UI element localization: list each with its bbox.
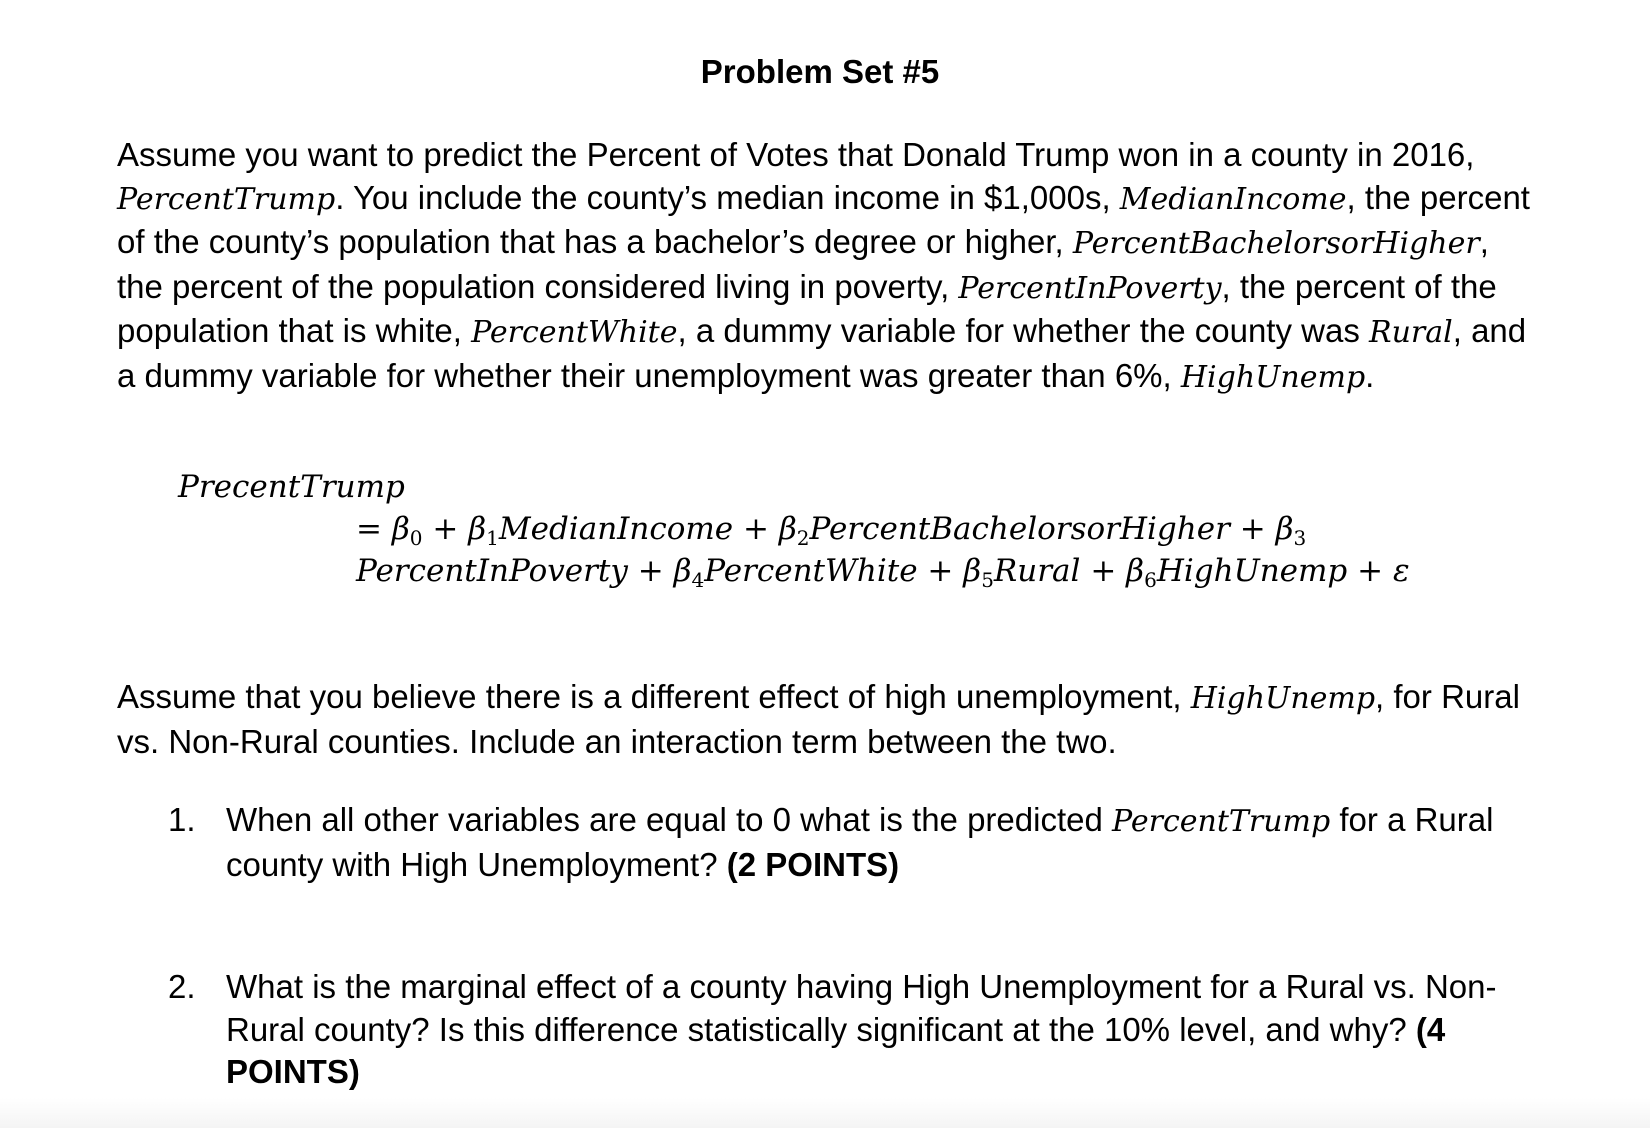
var-percent-bachelors: PercentBachelorsorHigher [1072,226,1480,261]
intro-text-7: , and a dummy variable for whether their unemployment was greater than 6%, [117,312,1527,394]
beta-symbol: β [391,511,410,547]
intro-text-6: , a dummy variable for whether the county was [677,312,1369,349]
intro-text-5: , the percent of the population that is white, [117,267,1497,349]
question-2 [168,966,1568,1094]
beta-symbol: β [1126,553,1145,589]
beta-subscript: 4 [691,568,705,592]
eq-var-median-income: MedianIncome [498,511,734,547]
plus-sign: + [1357,553,1384,589]
intro-text-3: , the percent of the county’s population that has a bachelor’s degree or higher, [117,178,1530,260]
intro-text-2: . You include the county’s median income in $1,000s, [335,178,1120,216]
var-percent-white: PercentWhite [471,315,678,350]
page-title: Problem Set #5 [700,53,940,90]
intro-text-8: . [1365,356,1375,394]
question-text [226,966,1568,1094]
equation-line-2 [356,550,1410,592]
interaction-text-1: Assume that you believe there is a different effect of high unemployment, [117,678,1191,715]
intro-text-1: Assume you want to predict the Percent of Votes that Donald Trump won in a county in 2016, [117,136,1475,173]
var-high-unemp: HighUnemp [1180,359,1366,395]
equation-lhs: PrecentTrump [178,469,405,505]
beta-symbol: β [963,553,982,589]
eq-var-percent-bachelors: PercentBachelorsorHigher [809,511,1230,547]
equals-sign: = [356,511,382,547]
question-text [226,799,1568,886]
page-bottom-shadow [0,1098,1650,1128]
intro-paragraph [117,134,1537,399]
beta-symbol: β [468,511,487,547]
plus-sign: + [637,553,664,589]
interaction-paragraph [117,676,1537,763]
error-term: ε [1392,553,1410,589]
beta-symbol: β [1275,511,1294,547]
var-median-income: MedianIncome [1119,181,1347,217]
beta-subscript: 2 [796,526,810,550]
intro-text-4: , the percent of the population considered living in poverty, [117,223,1489,305]
beta-subscript: 6 [1144,568,1157,592]
eq-var-rural: Rural [993,553,1081,589]
equation-line-1 [356,508,1306,550]
beta-subscript: 1 [486,526,499,550]
var-percent-trump: PercentTrump [1112,804,1331,839]
plus-sign: + [927,553,954,589]
eq-var-percent-poverty: PercentInPoverty [356,553,628,589]
question-1-text-1: When all other variables are equal to 0 what is the predicted [226,801,1113,838]
interaction-text-2: , for Rural vs. Non-Rural counties. Include an interaction term between the two. [117,678,1520,760]
question-1 [168,799,1568,886]
eq-var-high-unemp: HighUnemp [1156,553,1348,589]
var-percent-poverty: PercentInPoverty [958,270,1222,306]
question-points: (2 POINTS) [726,845,900,883]
beta-subscript: 3 [1293,526,1307,550]
plus-sign: + [1239,511,1266,547]
question-points: (4 POINTS) [226,1010,1446,1090]
question-number: 2. [168,968,196,1005]
var-percent-trump: PercentTrump [117,181,336,217]
plus-sign: + [1090,553,1117,589]
beta-subscript: 5 [981,568,994,592]
question-1-text-2: for a Rural county with High Unemployment? [226,801,1494,883]
var-rural: Rural [1369,315,1453,350]
beta-symbol: β [673,553,692,589]
var-high-unemp: HighUnemp [1190,681,1376,716]
question-2-text-1: What is the marginal effect of a county having High Unemployment for a Rural vs. Non-Rural county? Is this difference statistically significant at the 10% level, and why? [226,968,1497,1048]
eq-var-percent-white: PercentWhite [704,553,918,589]
plus-sign: + [743,511,769,547]
beta-symbol: β [778,511,797,547]
beta-subscript: 0 [409,526,423,550]
plus-sign: + [432,511,459,547]
question-number: 1. [168,801,196,838]
